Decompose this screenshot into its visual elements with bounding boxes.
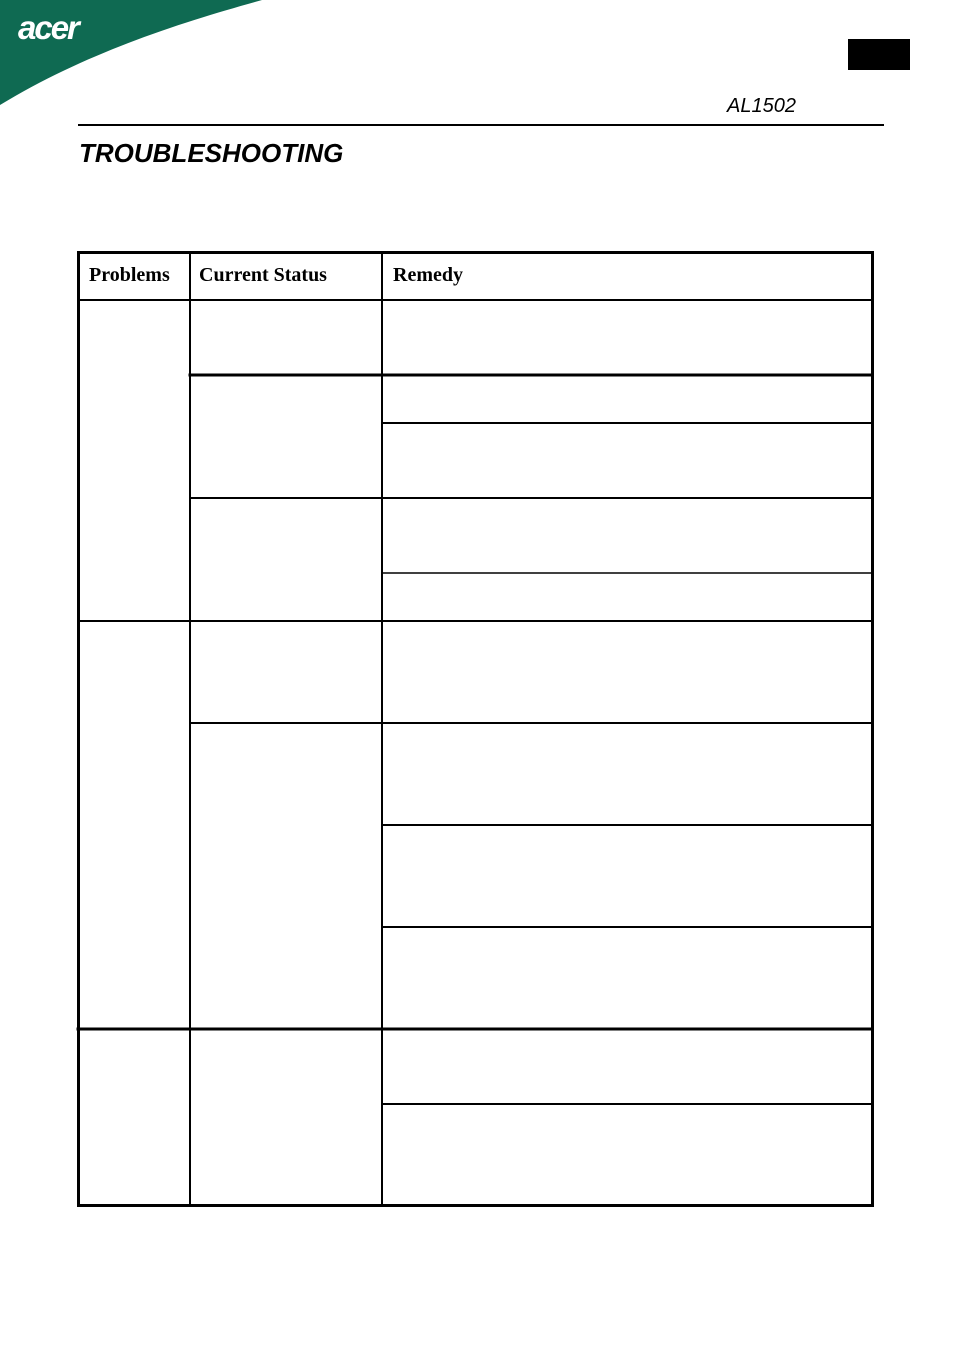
model-label: AL1502 [727, 95, 796, 117]
column-header-remedy: Remedy [393, 264, 463, 286]
page-title: TROUBLESHOOTING [79, 138, 344, 168]
table-border [79, 253, 873, 1206]
column-header-current-status: Current Status [199, 264, 327, 286]
acer-logo: acer [18, 9, 78, 46]
column-header-problems: Problems [89, 264, 170, 286]
